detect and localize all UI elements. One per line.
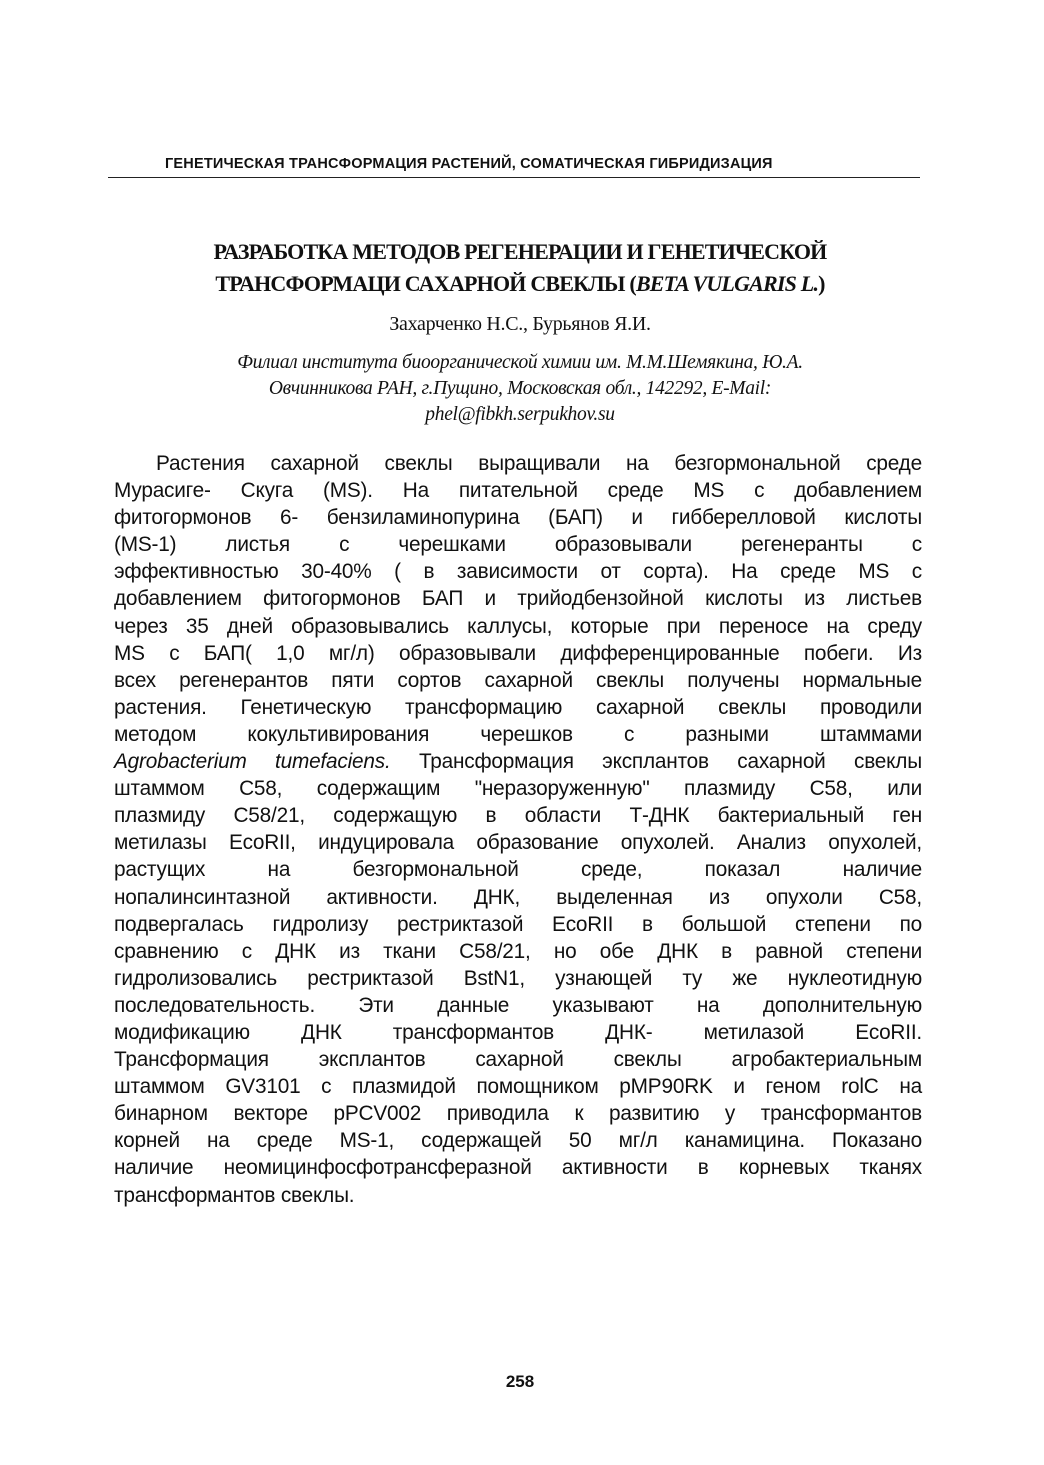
abstract-line: бинарном векторе pPCV002 приводила к развитию у трансформантов	[114, 1102, 922, 1126]
abstract-line: через 35 дней образовывались каллусы, которые при переносе на среду	[114, 614, 922, 638]
title-latin-name: BETA VULGARIS L.	[635, 271, 819, 296]
abstract-line: Мурасиге- Скуга (MS). На питательной среде MS с добавлением	[114, 479, 922, 503]
affiliation-line-1: Филиал института биоорганической химии им. М.М.Шемякина, Ю.А.	[237, 352, 803, 373]
abstract-line: сравнению с ДНК из ткани C58/21, но обе ДНК в равной степени	[114, 939, 922, 963]
header-rule	[108, 177, 920, 178]
affiliation-line-2: Овчинникова РАН, г.Пущино, Московская обл., 142292, E-Mail:	[268, 378, 772, 399]
abstract-line: подвергалась гидролизу рестриктазой EcoRII в большой степени по	[114, 912, 922, 936]
abstract-line: наличие неомицинфосфотрансферазной активности в корневых тканях	[114, 1156, 922, 1180]
abstract-line: растения. Генетическую трансформацию сахарной свеклы проводили	[114, 695, 922, 719]
affiliation-email: phel@fibkh.serpukhov.su	[425, 404, 615, 425]
abstract-line: трансформантов свеклы.	[114, 1183, 355, 1207]
abstract-line: фитогормонов 6- бензиламинопурина (БАП) и гибберелловой кислоты	[114, 506, 922, 530]
abstract-line: последовательность. Эти данные указывают на дополнительную	[114, 993, 922, 1017]
title-line-2-prefix: ТРАНСФОРМАЦИ САХАРНОЙ СВЕКЛЫ (	[215, 271, 636, 296]
title-line-2-suffix: )	[818, 271, 825, 296]
abstract-line: (MS-1) листья с черешками образовывали регенеранты с	[114, 533, 922, 557]
abstract-line: модификацию ДНК трансформантов ДНК- метилазой EcoRII.	[114, 1020, 922, 1044]
abstract-line: метилазы EcoRII, индуцировала образование опухолей. Анализ опухолей,	[114, 831, 922, 855]
abstract-line: растущих на безгормональной среде, показал наличие	[114, 858, 922, 882]
abstract-line: корней на среде MS-1, содержащей 50 мг/л канамицина. Показано	[114, 1129, 922, 1153]
abstract-line: нопалинсинтазной активности. ДНК, выделенная из опухоли C58,	[114, 885, 922, 909]
species-name: Agrobacterium tumefaciens.	[114, 750, 391, 774]
abstract-line-rest: Трансформация эксплантов сахарной свеклы	[390, 750, 922, 774]
abstract-line: методом кокультивирования черешков с разными штаммами	[114, 722, 922, 746]
abstract-line: Трансформация эксплантов сахарной свеклы агробактериальным	[114, 1048, 922, 1072]
abstract-body	[114, 450, 922, 1209]
abstract-line: MS с БАП( 1,0 мг/л) образовывали дифференцированные побеги. Из	[114, 641, 922, 665]
running-head: ГЕНЕТИЧЕСКАЯ ТРАНСФОРМАЦИЯ РАСТЕНИЙ, СОМАТИЧЕСКАЯ ГИБРИДИЗАЦИЯ	[165, 156, 773, 172]
abstract-line: добавлением фитогормонов БАП и трийодбензойной кислоты из листьев	[114, 587, 922, 611]
abstract-line: Растения сахарной свеклы выращивали на безгормональной среде	[156, 452, 922, 475]
page-number: 258	[505, 1372, 535, 1391]
abstract-line: эффективностью 30-40% ( в зависимости от сорта). На среде MS с	[114, 560, 922, 584]
title-line-2	[100, 268, 940, 300]
title-line-1: РАЗРАБОТКА МЕТОДОВ РЕГЕНЕРАЦИИ И ГЕНЕТИЧЕСКОЙ	[213, 239, 827, 264]
affiliation	[130, 350, 910, 428]
abstract-line: плазмиду C58/21, содержащую в области Т-ДНК бактериальный ген	[114, 804, 922, 828]
authors: Захарченко Н.С., Бурьянов Я.И.	[389, 313, 651, 335]
abstract-line: штаммом GV3101 с плазмидой помощником pMP90RK и геном rolC на	[114, 1075, 922, 1099]
abstract-line: штаммом C58, содержащим "неразоруженную" плазмиду C58, или	[114, 777, 922, 801]
abstract-line: гидролизовались рестриктазой BstN1, узнающей ту же нуклеотидную	[114, 966, 922, 990]
article-title	[100, 236, 940, 300]
abstract-line: всех регенерантов пяти сортов сахарной свеклы получены нормальные	[114, 668, 922, 692]
abstract-line	[114, 748, 922, 775]
